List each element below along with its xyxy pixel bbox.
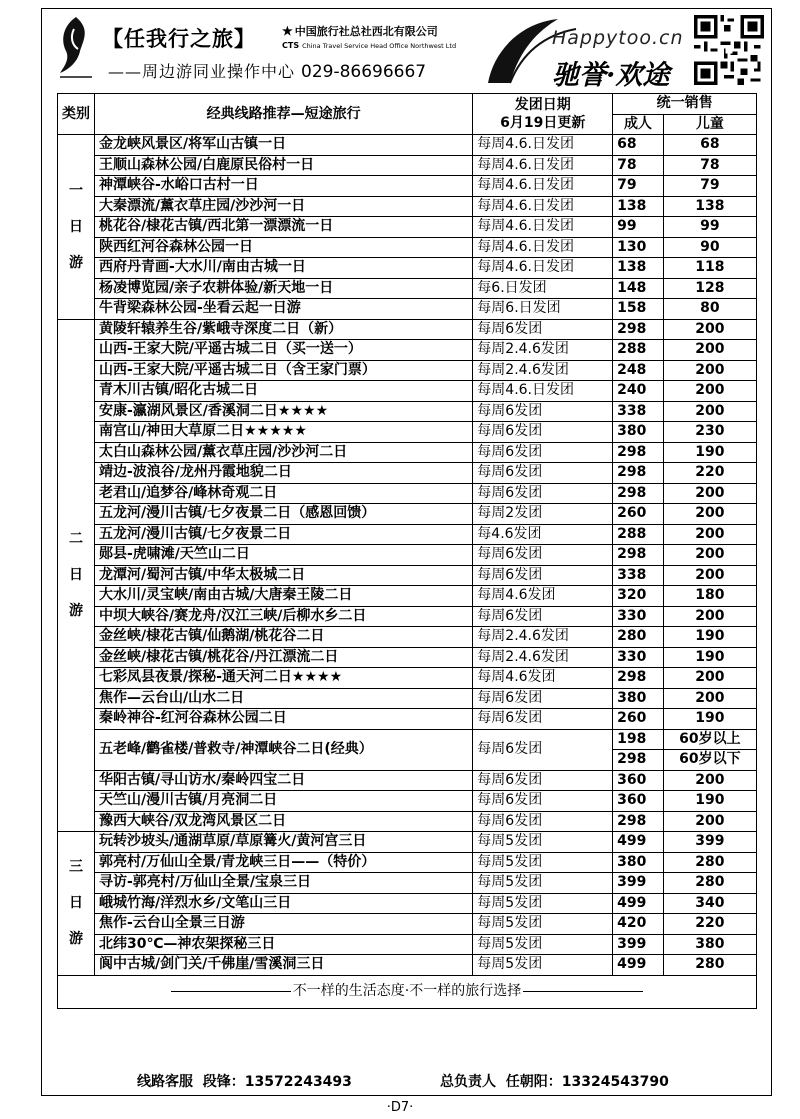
route-price-table [57,93,757,1009]
table-row [58,196,757,217]
header-sales: 统一销售 [613,94,757,115]
depart-date: 每周4.6.日发团 [473,381,613,402]
child-price: 128 [663,278,756,299]
category-cell [58,135,95,320]
contact-service: 线路客服 段锋：13572243493 [137,1074,352,1090]
route-name: 金丝峡/棣花古镇/桃花谷/丹江漂流二日 [95,647,473,668]
adult-price: 79 [613,176,664,197]
contact-manager: 总负责人 任朝阳：13324543790 [440,1074,669,1090]
table-row [58,586,757,607]
route-name: 王顺山森林公园/白鹿原民俗村一日 [95,155,473,176]
divider-line [171,991,291,992]
table-row [58,770,757,791]
cts-name-en: CTS China Travel Service Head Office Northwest Ltd [282,41,457,50]
adult-price: 78 [613,155,664,176]
cts-company-block [282,23,492,50]
route-name: 牛背梁森林公园-坐看云起一日游 [95,299,473,320]
table-row [58,729,757,750]
adult-price: 138 [613,196,664,217]
route-name: 太白山森林公园/薰衣草庄园/沙沙河二日 [95,442,473,463]
route-name: 安康-瀛湖风景区/香溪洞二日★★★★ [95,401,473,422]
child-price: 200 [663,504,756,525]
table-row [58,217,757,238]
depart-date: 每周4.6.日发团 [473,258,613,279]
table-row [58,955,757,976]
adult-price: 298 [613,811,664,832]
child-price: 99 [663,217,756,238]
child-price: 190 [663,709,756,730]
table-row [58,524,757,545]
route-name: 山西-王家大院/平遥古城二日（含王家门票） [95,360,473,381]
category-char: 二 [69,531,83,548]
depart-date: 每周5发团 [473,832,613,853]
adult-price: 338 [613,401,664,422]
happytoo-domain: Happytoo.cn [552,27,684,49]
service-phone[interactable]: 13572243493 [244,1074,352,1090]
depart-date: 每周4.6.日发团 [473,155,613,176]
adult-price: 320 [613,586,664,607]
table-row [58,463,757,484]
travel-logo-icon [56,15,96,81]
route-name: 郧县-虎啸滩/天竺山二日 [95,545,473,566]
depart-date: 每周4.6.日发团 [473,217,613,238]
child-price: 200 [663,483,756,504]
adult-price: 399 [613,873,664,894]
child-price: 200 [663,401,756,422]
depart-date: 每周6发团 [473,545,613,566]
table-row [58,155,757,176]
adult-price: 148 [613,278,664,299]
adult-price: 99 [613,217,664,238]
category-cell [58,319,95,832]
adult-price: 138 [613,258,664,279]
table-row [58,176,757,197]
child-price: 200 [663,565,756,586]
route-name: 寻访-郭亮村/万仙山全景/宝泉三日 [95,873,473,894]
route-name: 峨城竹海/洋烈水乡/文笔山三日 [95,893,473,914]
child-price: 230 [663,422,756,443]
child-price: 190 [663,647,756,668]
route-name: 五龙河/漫川古镇/七夕夜景二日（感恩回馈） [95,504,473,525]
table-row [58,340,757,361]
slogan-cell [58,975,757,1008]
header-adult: 成人 [613,114,664,135]
category-char: 游 [69,254,83,271]
child-price: 118 [663,258,756,279]
table-row [58,852,757,873]
adult-price: 330 [613,606,664,627]
table-row [58,422,757,443]
adult-price: 499 [613,893,664,914]
table-row [58,606,757,627]
depart-date: 每周4.6.日发团 [473,176,613,197]
child-price: 200 [663,688,756,709]
table-row [58,873,757,894]
child-price: 138 [663,196,756,217]
route-name: 杨凌博览园/亲子农耕体验/新天地一日 [95,278,473,299]
brand-subtitle [108,59,426,82]
child-price: 200 [663,770,756,791]
adult-price: 68 [613,135,664,156]
header-route: 经典线路推荐—短途旅行 [95,94,473,135]
table-row [58,627,757,648]
child-price: 79 [663,176,756,197]
route-name: 郭亮村/万仙山全景/青龙峡三日——（特价） [95,852,473,873]
adult-price: 380 [613,852,664,873]
brand-sub-text: ——周边游同业操作中心 [108,62,296,81]
route-name: 金龙峡风景区/将军山古镇一日 [95,135,473,156]
depart-date: 每周5发团 [473,852,613,873]
route-name: 五老峰/鹳雀楼/普救寺/神潭峡谷二日(经典） [95,729,473,770]
depart-date: 每6.日发团 [473,278,613,299]
route-name: 老君山/追梦谷/峰林奇观二日 [95,483,473,504]
depart-date: 每周2.4.6发团 [473,360,613,381]
route-name: 南宫山/神田大草原二日★★★★★ [95,422,473,443]
child-price: 399 [663,832,756,853]
category-char: 三 [69,859,83,876]
cts-name-cn: ★ 中国旅行社总社西北有限公司 [282,24,438,38]
header-date: 发团日期 6月19日更新 [473,94,613,135]
child-price: 200 [663,811,756,832]
table-row [58,299,757,320]
depart-date: 每周6发团 [473,791,613,812]
route-name: 玩转沙坡头/通湖草原/草原篝火/黄河宫三日 [95,832,473,853]
child-price: 200 [663,319,756,340]
table-row [58,565,757,586]
route-name: 北纬30℃—神农架探秘三日 [95,934,473,955]
route-name: 西府丹青画-大水川/南由古城一日 [95,258,473,279]
depart-date: 每周5发团 [473,934,613,955]
table-row [58,791,757,812]
table-row [58,688,757,709]
manager-phone[interactable]: 13324543790 [561,1074,669,1090]
route-name: 神潭峡谷-水峪口古村一日 [95,176,473,197]
depart-date: 每周6发团 [473,422,613,443]
child-price: 78 [663,155,756,176]
depart-date: 每周6发团 [473,729,613,770]
slogan-text: 不一样的生活态度·不一样的旅行选择 [292,983,522,999]
adult-price: 360 [613,770,664,791]
depart-date: 每周4.6发团 [473,586,613,607]
adult-price: 380 [613,422,664,443]
adult-price: 360 [613,791,664,812]
brand-title: 【任我行之旅】 [102,26,256,51]
child-price: 200 [663,545,756,566]
qr-code-icon[interactable] [694,15,764,85]
table-header-row [58,94,757,115]
table-row [58,237,757,258]
table-row [58,893,757,914]
depart-date: 每周6发团 [473,319,613,340]
child-price: 200 [663,606,756,627]
child-price: 200 [663,381,756,402]
depart-date: 每周4.6.日发团 [473,237,613,258]
category-char: 游 [69,603,83,620]
adult-price: 298 [613,442,664,463]
adult-price: 499 [613,832,664,853]
depart-date: 每周6发团 [473,709,613,730]
adult-price: 130 [613,237,664,258]
table-row [58,709,757,730]
depart-date: 每周6发团 [473,811,613,832]
table-row [58,401,757,422]
table-row [58,504,757,525]
child-price: 190 [663,627,756,648]
table-row [58,135,757,156]
child-price: 90 [663,237,756,258]
depart-date: 每周2.4.6发团 [473,340,613,361]
adult-price: 298 [613,319,664,340]
table-row [58,811,757,832]
adult-price: 158 [613,299,664,320]
adult-price: 260 [613,709,664,730]
category-char: 日 [69,567,83,584]
route-name: 青木川古镇/昭化古城二日 [95,381,473,402]
route-name: 焦作-云台山全景三日游 [95,914,473,935]
child-price: 190 [663,442,756,463]
route-name: 龙潭河/蜀河古镇/中华太极城二日 [95,565,473,586]
page-number: ·D7· [386,1100,414,1115]
route-name: 山西-王家大院/平遥古城二日（买一送一） [95,340,473,361]
header [42,9,771,93]
depart-date: 每周6发团 [473,770,613,791]
adult-price: 248 [613,360,664,381]
depart-date: 每周2.4.6发团 [473,627,613,648]
adult-price: 298 [613,483,664,504]
route-name: 大水川/灵宝峡/南由古城/大唐秦王陵二日 [95,586,473,607]
child-price: 68 [663,135,756,156]
divider-line [523,991,643,992]
table-row [58,483,757,504]
brand-slogan: 驰誉·欢途 [552,60,670,91]
page-frame [41,8,772,1096]
depart-date: 每周6发团 [473,401,613,422]
route-name: 阆中古城/剑门关/千佛崖/雪溪洞三日 [95,955,473,976]
child-price: 60岁以下 [663,750,756,771]
category-char: 日 [69,218,83,235]
adult-price: 198 [613,729,664,750]
child-price: 280 [663,852,756,873]
header-child: 儿童 [663,114,756,135]
slogan-row [58,975,757,1008]
depart-date: 每周4.6.日发团 [473,135,613,156]
category-char: 日 [69,895,83,912]
route-name: 中坝大峡谷/赛龙舟/汉江三峡/后柳水乡二日 [95,606,473,627]
depart-date: 每周5发团 [473,914,613,935]
adult-price: 298 [613,463,664,484]
adult-price: 288 [613,340,664,361]
child-price: 200 [663,668,756,689]
child-price: 280 [663,873,756,894]
adult-price: 399 [613,934,664,955]
adult-price: 298 [613,668,664,689]
route-name: 焦作—云台山/山水二日 [95,688,473,709]
route-name: 华阳古镇/寻山访水/秦岭四宝二日 [95,770,473,791]
header-category: 类别 [58,94,95,135]
adult-price: 298 [613,750,664,771]
depart-date: 每周5发团 [473,873,613,894]
table-row [58,360,757,381]
child-price: 180 [663,586,756,607]
adult-price: 380 [613,688,664,709]
table-row [58,319,757,340]
route-name: 五龙河/漫川古镇/七夕夜景二日 [95,524,473,545]
child-price: 220 [663,463,756,484]
depart-date: 每周5发团 [473,893,613,914]
table-row [58,934,757,955]
depart-date: 每周6发团 [473,606,613,627]
table-row [58,647,757,668]
depart-date: 每4.6发团 [473,524,613,545]
category-cell [58,832,95,976]
hotline-phone: 029-86696667 [301,62,427,82]
table-row [58,442,757,463]
depart-date: 每周5发团 [473,955,613,976]
depart-date: 每周2发团 [473,504,613,525]
child-price: 60岁以上 [663,729,756,750]
child-price: 280 [663,955,756,976]
child-price: 80 [663,299,756,320]
adult-price: 499 [613,955,664,976]
route-name: 桃花谷/棣花古镇/西北第一漂漂流一日 [95,217,473,238]
route-name: 秦岭神谷-红河谷森林公园二日 [95,709,473,730]
table-row [58,278,757,299]
route-name: 靖边-波浪谷/龙州丹霞地貌二日 [95,463,473,484]
route-name: 金丝峡/棣花古镇/仙鹅湖/桃花谷二日 [95,627,473,648]
adult-price: 338 [613,565,664,586]
adult-price: 330 [613,647,664,668]
category-char: 一 [69,182,83,199]
depart-date: 每周6发团 [473,483,613,504]
adult-price: 260 [613,504,664,525]
table-row [58,381,757,402]
route-name: 七彩凤县夜景/探秘-通天河二日★★★★ [95,668,473,689]
table-row [58,258,757,279]
table-row [58,914,757,935]
depart-date: 每周6发团 [473,463,613,484]
depart-date: 每周2.4.6发团 [473,647,613,668]
depart-date: 每周4.6发团 [473,668,613,689]
adult-price: 298 [613,545,664,566]
depart-date: 每周6发团 [473,565,613,586]
route-name: 大秦漂流/薰衣草庄园/沙沙河一日 [95,196,473,217]
depart-date: 每周6.日发团 [473,299,613,320]
child-price: 220 [663,914,756,935]
depart-date: 每周4.6.日发团 [473,196,613,217]
depart-date: 每周6发团 [473,688,613,709]
child-price: 340 [663,893,756,914]
adult-price: 240 [613,381,664,402]
child-price: 190 [663,791,756,812]
route-name: 天竺山/漫川古镇/月亮洞二日 [95,791,473,812]
category-char: 游 [69,931,83,948]
depart-date: 每周6发团 [473,442,613,463]
table-row [58,832,757,853]
child-price: 200 [663,524,756,545]
route-name: 陕西红河谷森林公园一日 [95,237,473,258]
star-icon: ★ [282,24,293,38]
route-name: 豫西大峡谷/双龙湾风景区二日 [95,811,473,832]
child-price: 380 [663,934,756,955]
child-price: 200 [663,340,756,361]
adult-price: 420 [613,914,664,935]
route-name: 黄陵轩辕养生谷/紫峨寺深度二日（新） [95,319,473,340]
table-row [58,668,757,689]
adult-price: 288 [613,524,664,545]
adult-price: 280 [613,627,664,648]
child-price: 200 [663,360,756,381]
table-row [58,545,757,566]
